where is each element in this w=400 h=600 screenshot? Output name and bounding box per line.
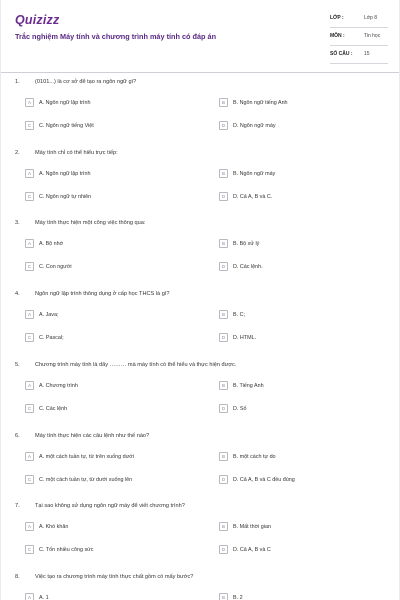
question-number: 3.: [15, 220, 20, 227]
option-text: C. Pascal;: [39, 335, 64, 342]
meta-label: LỚP :: [330, 15, 344, 21]
option-letter-box: D: [219, 333, 228, 342]
option-text: C. một cách tuần tự, từ dưới xuống lên: [39, 476, 133, 483]
option-letter-box: C: [25, 545, 34, 554]
question-text: Máy tính chỉ có thể hiểu trực tiếp:: [35, 149, 118, 156]
option-letter-box: A: [25, 522, 34, 531]
option-letter-box: B: [219, 169, 228, 178]
option-text: C. Tốn nhiều công sức: [39, 547, 94, 554]
question-text: Chương trình máy tính là dãy ……… mà máy tính có thể hiểu và thực hiện được.: [35, 361, 237, 368]
option-letter-box: B: [219, 593, 228, 600]
option-letter-box: A: [25, 169, 34, 178]
option-text: B. Ngôn ngữ tiếng Anh: [233, 100, 288, 106]
worksheet-page: [1, 0, 399, 600]
question-1: [1, 79, 399, 141]
question-number: 8.: [15, 573, 20, 580]
question-3: [1, 220, 399, 282]
option-text: D. Số: [233, 405, 247, 412]
option-text: D. Cả A, B và C: [233, 547, 271, 554]
option-letter-box: B: [219, 381, 228, 390]
question-text: Việc tạo ra chương trình máy tính thực chất gồm có mấy bước?: [35, 573, 194, 580]
option-text: A. Ngôn ngữ lập trình: [39, 170, 91, 177]
option-text: A. Chương trình: [39, 382, 78, 389]
option-letter-box: D: [219, 192, 228, 201]
option-text: A. Khó khăn: [39, 524, 69, 531]
option-letter-box: B: [219, 310, 228, 319]
option-letter-box: B: [219, 452, 228, 461]
question-5: [1, 362, 399, 424]
option-text: B. một cách tự do: [233, 453, 276, 460]
option-text: C. Con người: [39, 264, 72, 271]
option-letter-box: A: [25, 381, 34, 390]
option-letter-box: B: [219, 98, 228, 107]
option-letter-box: C: [25, 121, 34, 130]
option-letter-box: C: [25, 192, 34, 201]
option-letter-box: A: [25, 593, 34, 600]
quizizz-logo: Quizizz: [15, 13, 60, 27]
option-text: D. Cả A, B và C.: [233, 193, 273, 200]
question-4: [1, 291, 399, 353]
option-letter-box: D: [219, 121, 228, 130]
question-text: (0101...) là cơ sở để tạo ra ngôn ngữ gì?: [35, 79, 137, 85]
option-text: B. 2: [233, 594, 243, 600]
meta-value: 15: [364, 51, 370, 57]
option-text: A. Java;: [39, 312, 59, 319]
worksheet-header: [1, 0, 399, 73]
option-letter-box: D: [219, 262, 228, 271]
option-text: A. Bộ nhớ: [39, 241, 64, 248]
question-number: 2.: [15, 149, 20, 156]
option-text: A. 1: [39, 594, 49, 600]
option-letter-box: C: [25, 262, 34, 271]
option-letter-box: C: [25, 404, 34, 413]
option-text: B. Tiếng Anh: [233, 382, 264, 389]
option-letter-box: C: [25, 333, 34, 342]
worksheet-title: Trắc nghiệm Máy tính và chương trình máy tính có đáp án: [15, 32, 217, 41]
option-letter-box: D: [219, 545, 228, 554]
question-number: 6.: [15, 432, 20, 439]
question-text: Máy tính thực hiện các câu lệnh như thế nào?: [35, 432, 150, 439]
option-text: A. Ngôn ngữ lập trình: [39, 100, 91, 106]
question-text: Máy tính thực hiện một công việc thông qua:: [35, 220, 146, 227]
question-8: [1, 574, 399, 600]
option-text: D. Cả A, B và C đều đúng: [233, 476, 295, 483]
option-letter-box: A: [25, 310, 34, 319]
option-letter-box: B: [219, 239, 228, 248]
option-text: B. C;: [233, 312, 245, 319]
question-number: 7.: [15, 503, 20, 510]
option-letter-box: D: [219, 404, 228, 413]
option-text: A. một cách tuần tự, từ trên xuống dưới: [39, 453, 134, 460]
option-letter-box: D: [219, 475, 228, 484]
option-text: B. Ngôn ngữ máy: [233, 170, 276, 177]
option-text: C. Các lệnh: [39, 405, 68, 412]
question-2: [1, 150, 399, 212]
question-number: 5.: [15, 361, 20, 368]
meta-row-subject: [330, 28, 388, 46]
option-text: D. Ngôn ngữ máy: [233, 123, 276, 129]
option-letter-box: B: [219, 522, 228, 531]
worksheet-meta: [330, 10, 388, 64]
option-letter-box: C: [25, 475, 34, 484]
question-number: 1.: [15, 79, 20, 85]
meta-label: SỐ CÂU :: [330, 51, 353, 57]
option-text: C. Ngôn ngữ tiếng Việt: [39, 123, 94, 129]
question-text: Tại sao không sử dụng ngôn ngữ máy để viết chương trình?: [35, 503, 185, 510]
question-6: [1, 433, 399, 495]
meta-value: Lớp 8: [364, 15, 378, 21]
option-text: B. Mất thời gian: [233, 524, 271, 531]
option-letter-box: A: [25, 239, 34, 248]
option-text: C. Ngôn ngữ tự nhiên: [39, 193, 92, 200]
question-7: [1, 503, 399, 565]
option-letter-box: A: [25, 98, 34, 107]
meta-label: MÔN :: [330, 33, 345, 39]
option-letter-box: A: [25, 452, 34, 461]
option-text: B. Bộ xử lý: [233, 241, 260, 248]
meta-row-question-count: [330, 46, 388, 64]
question-number: 4.: [15, 291, 20, 298]
option-text: D. Các lệnh.: [233, 264, 263, 271]
option-text: D. HTML.: [233, 335, 257, 342]
meta-value: Tin học: [364, 33, 381, 39]
question-text: Ngôn ngữ lập trình thông dụng ở cấp học THCS là gì?: [35, 291, 170, 298]
meta-row-grade: [330, 10, 388, 28]
